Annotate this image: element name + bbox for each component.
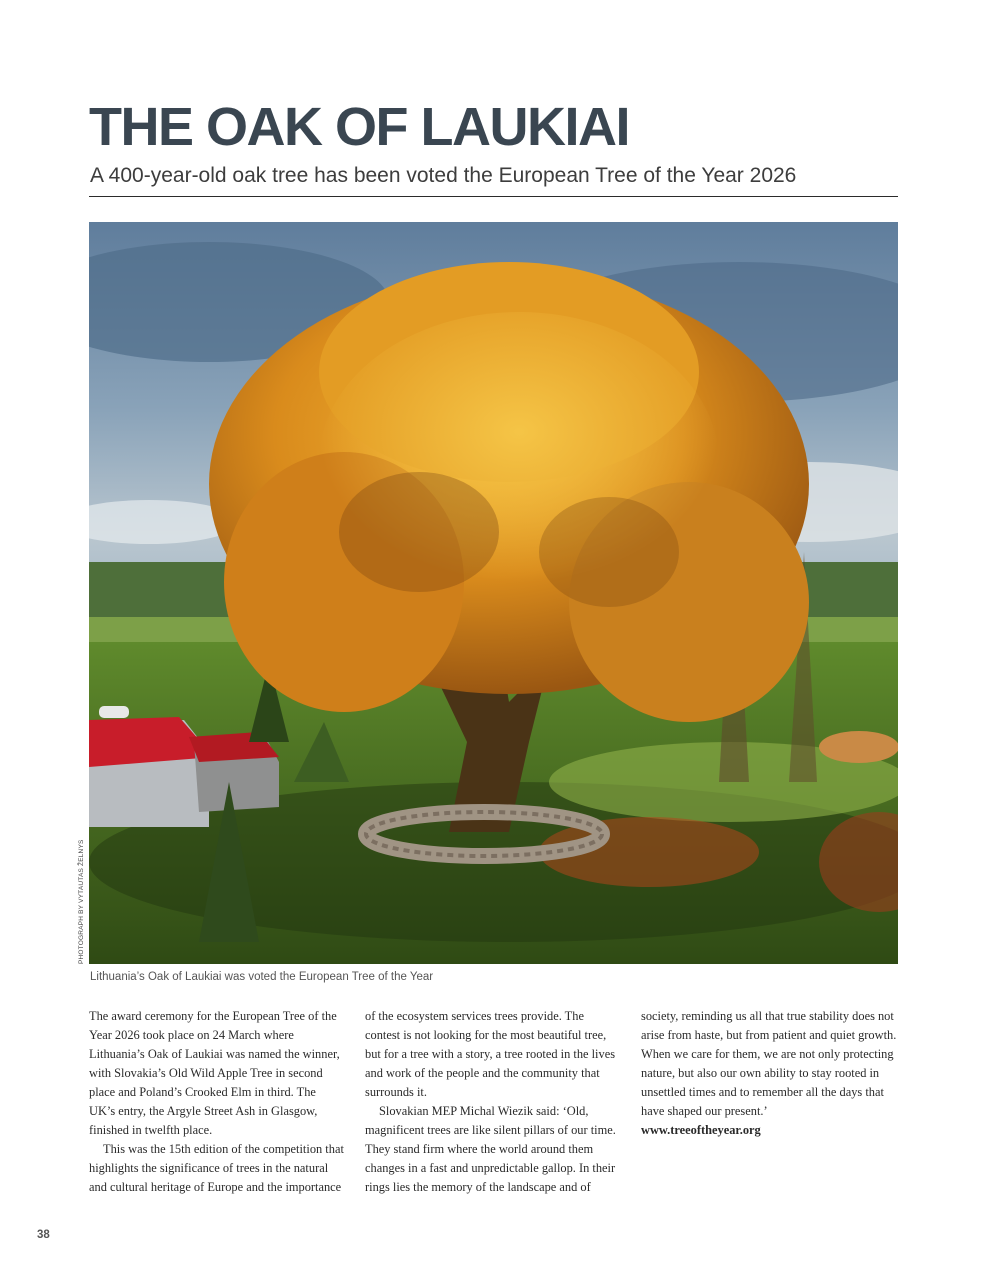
body-column-1 bbox=[89, 1007, 345, 1197]
article-standfirst: A 400-year-old oak tree has been voted the European Tree of the Year 2026 bbox=[90, 164, 797, 187]
body-paragraph: Slovakian MEP Michal Wiezik said: ‘Old, magnificent trees are like silent pillars of our time. They stand firm where the world around them changes in a fast and unpredictable gallop. In their rings lies the memory of the landscape and of bbox=[365, 1104, 616, 1194]
photo-caption: Lithuania’s Oak of Laukiai was voted the European Tree of the Year bbox=[90, 971, 434, 983]
page-number: 38 bbox=[37, 1229, 50, 1241]
article-headline: THE OAK OF LAUKIAI bbox=[89, 97, 629, 157]
body-column-2 bbox=[365, 1007, 621, 1197]
body-column-3 bbox=[641, 1007, 897, 1140]
headline-divider bbox=[89, 196, 898, 197]
oak-tree-photo bbox=[89, 222, 898, 964]
photo-credit: PHOTOGRAPH BY VYTAUTAS ŽELNYS bbox=[78, 839, 85, 964]
body-paragraph: This was the 15th edition of the competition that highlights the significance of trees in the natural and cultural heritage of Europe and the importance bbox=[89, 1142, 344, 1194]
body-paragraph: The award ceremony for the European Tree of the Year 2026 took place on 24 March where Lithuania’s Oak of Laukiai was named the winner, with Slovakia’s Old Wild Apple Tree in second place and Poland’s Crooked Elm in third. The UK’s entry, the Argyle Street Ash in Glasgow, finished in twelfth place. bbox=[89, 1009, 340, 1137]
body-paragraph: of the ecosystem services trees provide. The contest is not looking for the most beautiful tree, but for a tree with a story, a tree rooted in the lives and work of the people and the community that surrounds it. bbox=[365, 1009, 616, 1099]
website-link[interactable]: www.treeoftheyear.org bbox=[641, 1123, 761, 1137]
body-paragraph: society, reminding us all that true stability does not arise from haste, but from patient and quiet growth. When we care for them, we are not only protecting nature, but also our own ability to stay rooted in unsettled times and to remember all the days that have shaped our present.’ bbox=[641, 1009, 897, 1118]
